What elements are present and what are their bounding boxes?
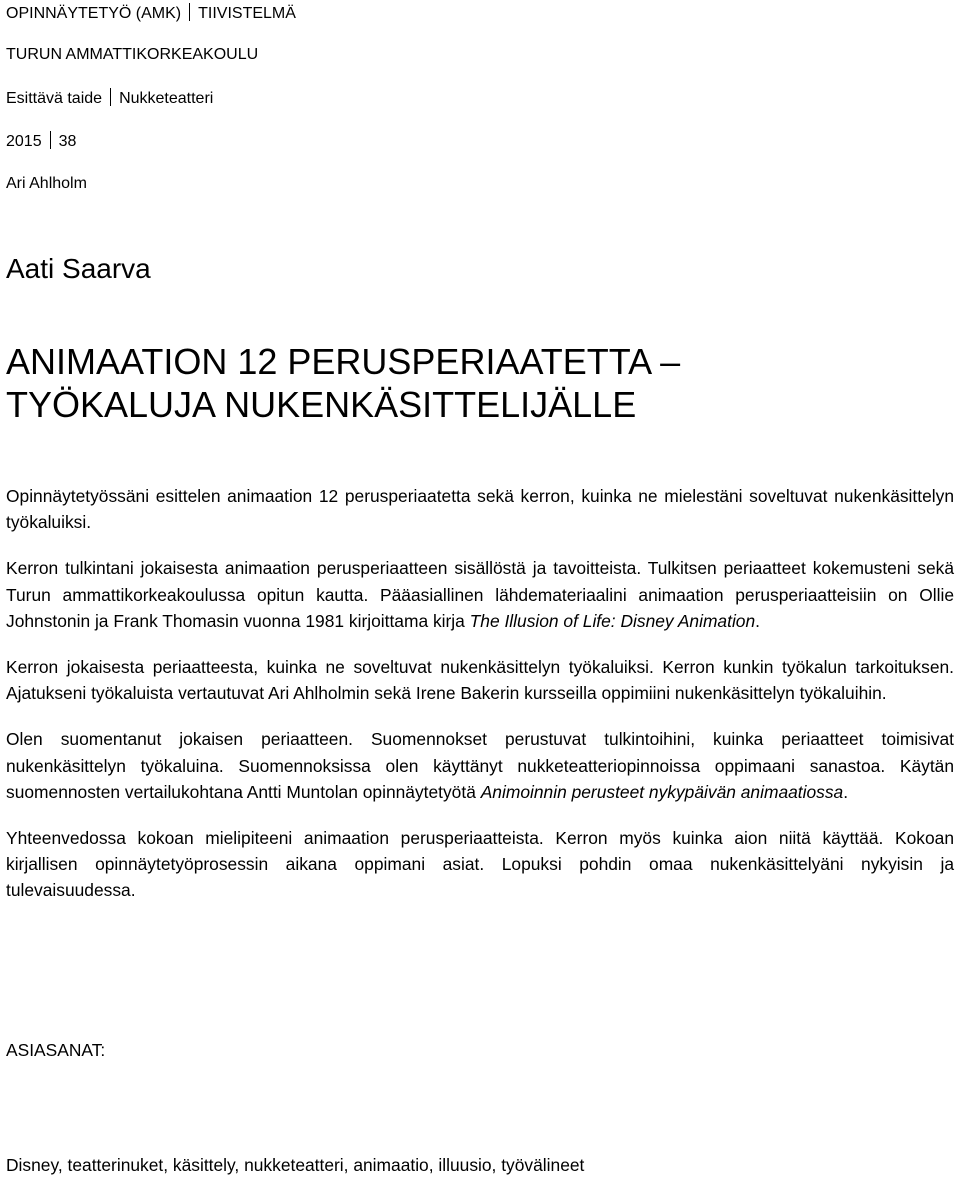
page-count: 38: [58, 133, 77, 150]
separator: [50, 131, 51, 149]
program-line: [6, 88, 213, 109]
author-name: Aati Saarva: [6, 253, 151, 284]
specialization: Nukketeatteri: [119, 90, 214, 107]
abstract-paragraph-3: Kerron jokaisesta periaatteesta, kuinka ne soveltuvat nukenkäsittelyn työkaluiksi. Kerron kunkin työkalun tarkoituksen. Ajatukseni työkaluista vertautuvat Ari Ahlholmin sekä Irene Bakerin kursseilla oppimiini nukenkäsittelyn työkaluihin.: [6, 657, 954, 704]
thesis-title: [6, 340, 680, 426]
degree-program: Esittävä taide: [6, 90, 103, 107]
abstract-body: [6, 483, 954, 924]
abstract-paragraph-4: [6, 726, 954, 805]
keywords-label: ASIASANAT:: [6, 1040, 106, 1060]
separator: [189, 3, 190, 21]
institution: TURUN AMMATTIKORKEAKOULU: [6, 46, 259, 63]
paragraph-text: .: [843, 781, 849, 802]
abstract-paragraph-2: [6, 555, 954, 634]
supervisor: Ari Ahlholm: [6, 175, 87, 192]
keywords-list: Disney, teatterinuket, käsittely, nukketeatteri, animaatio, illuusio, työvälineet: [6, 1155, 585, 1175]
document-type: TIIVISTELMÄ: [198, 5, 296, 22]
thesis-type-line: [6, 3, 296, 24]
paragraph-text: Olen suomentanut jokaisen periaatteen. Suomennokset perustuvat tulkintoihini, kuinka periaatteet toimisivat nukenkäsittelyn työkaluina. Suomennoksissa olen käyttänyt nukketeatteriopinnoissa oppimaani sanastoa. Käytän suomennosten vertailukohtana Antti Muntolan opinnäytetyötä: [6, 729, 954, 802]
year: 2015: [6, 133, 42, 150]
book-title: The Illusion of Life: Disney Animation: [469, 610, 756, 631]
abstract-paragraph-5: Yhteenvedossa kokoan mielipiteeni animaation perusperiaatteista. Kerron myös kuinka aion niitä käyttää. Kokoan kirjallisen opinnäytetyöprosessin aikana oppimani asiat. Lopuksi pohdin omaa nukenkäsittelyäni nykyisin ja tulevaisuudessa.: [6, 828, 954, 901]
separator: [110, 88, 111, 106]
title-line-2: TYÖKALUJA NUKENKÄSITTELIJÄLLE: [6, 384, 637, 425]
thesis-type: OPINNÄYTETYÖ (AMK): [6, 5, 182, 22]
title-line-1: ANIMAATION 12 PERUSPERIAATETTA –: [6, 341, 681, 382]
paragraph-text: Kerron tulkintani jokaisesta animaation perusperiaatteen sisällöstä ja tavoitteista. Tulkitsen periaatteet kokemusteni sekä Turun ammattikorkeakoulussa opitun kautta. Pääasiallinen lähdemateriaalini animaation perusperiaatteisiin on Ollie Johnstonin ja Frank Thomasin vuonna 1981 kirjoittama kirja: [6, 558, 954, 631]
year-pages-line: [6, 131, 76, 152]
paragraph-text: .: [755, 610, 760, 631]
thesis-reference-title: Animoinnin perusteet nykypäivän animaatiossa: [480, 781, 844, 802]
abstract-paragraph-1: Opinnäytetyössäni esittelen animaation 12 perusperiaatetta sekä kerron, kuinka ne mielestäni soveltuvat nukenkäsittelyn työkaluiksi.: [6, 486, 954, 533]
